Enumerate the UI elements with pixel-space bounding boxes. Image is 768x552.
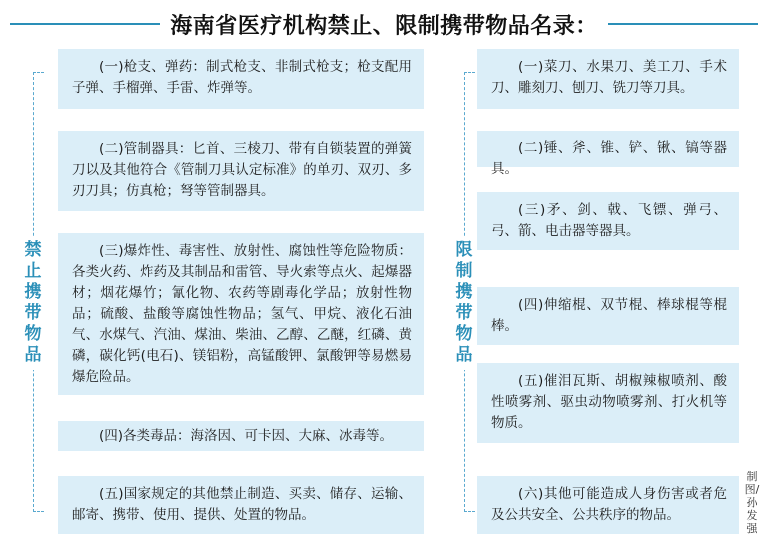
prohibited-item-5: (五)国家规定的其他禁止制造、买卖、储存、运输、邮寄、携带、使用、提供、处置的物品。 (58, 476, 424, 534)
restricted-item-3: (三)矛、剑、戟、飞镖、弹弓、弓、箭、电击器等器具。 (477, 192, 739, 250)
page-title-bar (0, 4, 768, 44)
prohibited-item-4: (四)各类毒品：海洛因、可卡因、大麻、冰毒等。 (58, 421, 424, 451)
title-rule-left (10, 23, 160, 25)
restricted-item-6: (六)其他可能造成人身伤害或者危及公共安全、公共秩序的物品。 (477, 476, 739, 534)
prohibited-item-1: (一)枪支、弹药：制式枪支、非制式枪支；枪支配用子弹、手榴弹、手雷、炸弹等。 (58, 49, 424, 109)
page-title: 海南省医疗机构禁止、限制携带物品名录： (170, 13, 598, 39)
graphic-credit: 制图/孙发强 (744, 470, 760, 535)
prohibited-label: 禁止携带物品 (22, 236, 44, 370)
prohibited-item-2: (二)管制器具：匕首、三棱刀、带有自锁装置的弹簧刀以及其他符合《管制刀具认定标准》的单刃、双刃、多刃刀具；仿真枪；弩等管制器具。 (58, 131, 424, 211)
title-rule-right (608, 23, 758, 25)
restricted-label: 限制携带物品 (453, 236, 475, 370)
prohibited-item-3: (三)爆炸性、毒害性、放射性、腐蚀性等危险物质：各类火药、炸药及其制品和雷管、导火索等点火、起爆器材；烟花爆竹；氰化物、农药等剧毒化学品；放射性物品；硫酸、盐酸等腐蚀性物品；氢气、甲烷、液化石油气、水煤气、汽油、煤油、柴油、乙醇、乙醚，红磷、黄磷，碳化钙(电石)、镁铝粉，高锰酸钾、氯酸钾等易燃易爆危险品。 (58, 233, 424, 395)
restricted-item-5: (五)催泪瓦斯、胡椒辣椒喷剂、酸性喷雾剂、驱虫动物喷雾剂、打火机等物质。 (477, 363, 739, 443)
restricted-item-2: (二)锤、斧、锥、铲、锹、镐等器具。 (477, 131, 739, 167)
restricted-item-4: (四)伸缩棍、双节棍、棒球棍等棍棒。 (477, 287, 739, 345)
restricted-item-1: (一)菜刀、水果刀、美工刀、手术刀、雕刻刀、刨刀、铣刀等刀具。 (477, 49, 739, 109)
